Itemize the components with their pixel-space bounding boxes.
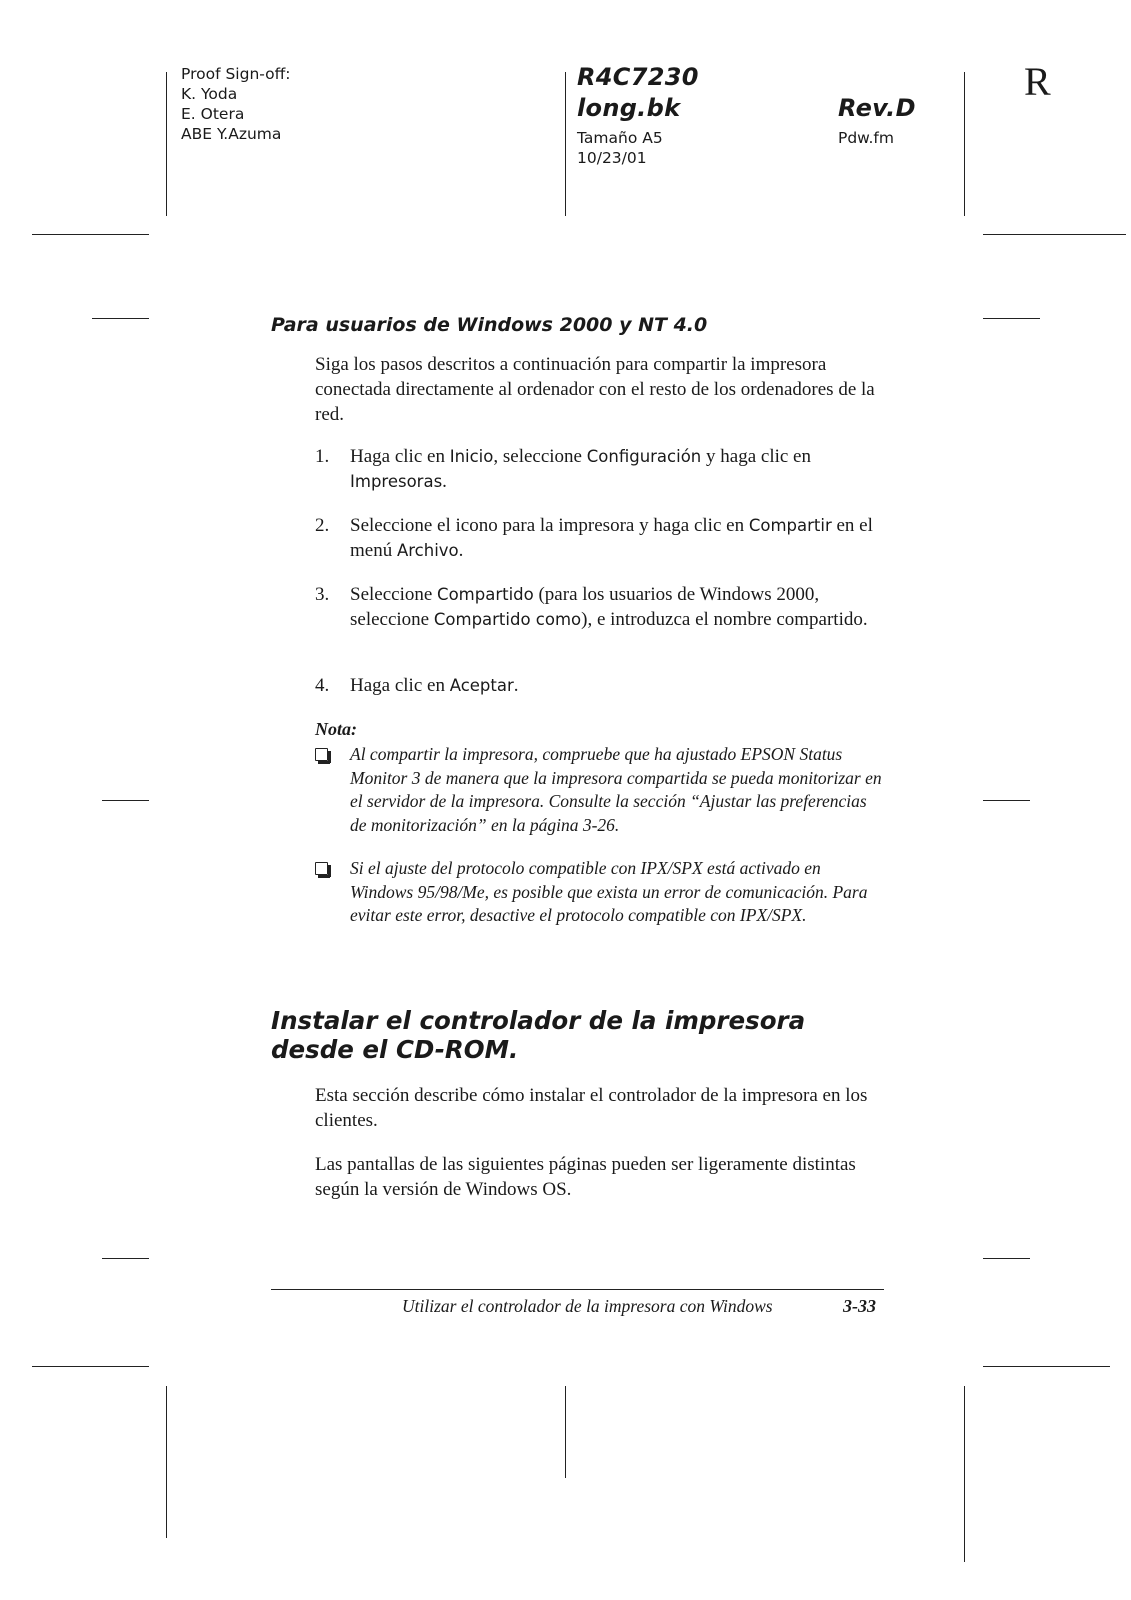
page-number: 3-33 <box>843 1296 876 1316</box>
footer-rule <box>271 1289 884 1290</box>
step-number: 1. <box>315 446 330 467</box>
ui-term: Compartido <box>437 585 534 604</box>
crop-mark <box>102 800 149 801</box>
crop-mark <box>983 1258 1030 1259</box>
proof-name: ABE Y.Azuma <box>181 125 282 143</box>
step-number: 2. <box>315 515 330 536</box>
footer-title: Utilizar el controlador de la impresora con Windows <box>402 1296 773 1316</box>
step-text: y haga clic en <box>701 446 811 467</box>
crop-mark <box>983 1366 1110 1367</box>
crop-mark <box>983 234 1126 235</box>
intro-paragraph: Siga los pasos descritos a continuación para compartir la impresora conectada directamente al ordenador con el resto de los ordenadores de la red. <box>315 354 875 425</box>
book-name: long.bk <box>577 94 681 122</box>
step-item <box>315 513 885 563</box>
ui-term: Archivo <box>396 541 459 560</box>
crop-mark <box>32 1366 149 1367</box>
ui-term: Configuración <box>586 447 702 466</box>
ui-term: Aceptar <box>449 676 514 695</box>
ui-term: Inicio <box>449 447 494 466</box>
section-heading: Instalar el controlador de la impresora desde el CD-ROM. <box>271 1006 806 1064</box>
ui-term: Compartido como <box>433 610 582 629</box>
doc-code: R4C7230 <box>577 63 699 91</box>
step-number: 4. <box>315 675 330 696</box>
step-text: en el menú <box>350 515 873 561</box>
crop-mark <box>983 318 1040 319</box>
step-text: . <box>513 675 519 696</box>
crop-mark <box>102 1258 149 1259</box>
crop-mark <box>964 72 965 216</box>
tab-letter: R <box>1024 59 1051 104</box>
paper-size: Tamaño A5 <box>577 129 663 147</box>
note-text: Si el ajuste del protocolo compatible con IPX/SPX está activado en Windows 95/98/Me, es posible que exista un error de comunicación. Para evitar este error, desactive el protocolo compatible con IPX/SPX. <box>350 858 868 925</box>
note-item <box>315 857 885 928</box>
step-text: . <box>442 471 447 492</box>
crop-mark <box>166 72 167 216</box>
crop-mark <box>92 318 149 319</box>
step-item <box>315 673 885 698</box>
step-text: Haga clic en <box>350 446 450 467</box>
revision: Rev.D <box>838 94 916 122</box>
step-text: Seleccione <box>350 584 438 605</box>
section-paragraph: Las pantallas de las siguientes páginas pueden ser ligeramente distintas según la versión de Windows OS. <box>315 1154 856 1200</box>
crop-mark <box>964 1386 965 1562</box>
file-name: Pdw.fm <box>838 129 894 147</box>
step-text: Seleccione el icono para la impresora y haga clic en <box>350 515 749 536</box>
note-item <box>315 743 885 837</box>
crop-mark <box>166 1386 167 1538</box>
step-item <box>315 444 885 494</box>
proof-name: K. Yoda <box>181 85 238 103</box>
step-text: ), e introduzca el nombre compartido. <box>581 609 868 630</box>
step-text: , seleccione <box>493 446 587 467</box>
doc-date: 10/23/01 <box>577 149 647 167</box>
step-item <box>315 582 885 632</box>
crop-mark <box>32 234 149 235</box>
crop-mark <box>565 72 566 216</box>
step-text: (para los usuarios de Windows 2000, seleccione <box>350 584 820 630</box>
ui-term: Compartir <box>748 516 832 535</box>
note-text: Al compartir la impresora, compruebe que ha ajustado EPSON Status Monitor 3 de manera que la impresora compartida se pueda monitorizar en el servidor de la impresora. Consulte la sección “Ajustar las preferencias de monitorización” en la página 3-26. <box>350 744 882 835</box>
checkbox-bullet-icon <box>315 862 328 875</box>
proof-signoff <box>181 64 291 144</box>
crop-mark <box>565 1386 566 1478</box>
step-text: . <box>458 540 464 561</box>
step-number: 3. <box>315 584 330 605</box>
crop-mark <box>983 800 1030 801</box>
subheading: Para usuarios de Windows 2000 y NT 4.0 <box>271 314 708 336</box>
proof-name: E. Otera <box>181 105 245 123</box>
section-paragraph: Esta sección describe cómo instalar el controlador de la impresora en los clientes. <box>315 1085 868 1131</box>
proof-label: Proof Sign-off: <box>181 65 291 83</box>
ui-term: Impresoras <box>350 472 443 491</box>
step-text: Haga clic en <box>350 675 450 696</box>
note-label: Nota: <box>315 719 357 739</box>
checkbox-bullet-icon <box>315 748 328 761</box>
